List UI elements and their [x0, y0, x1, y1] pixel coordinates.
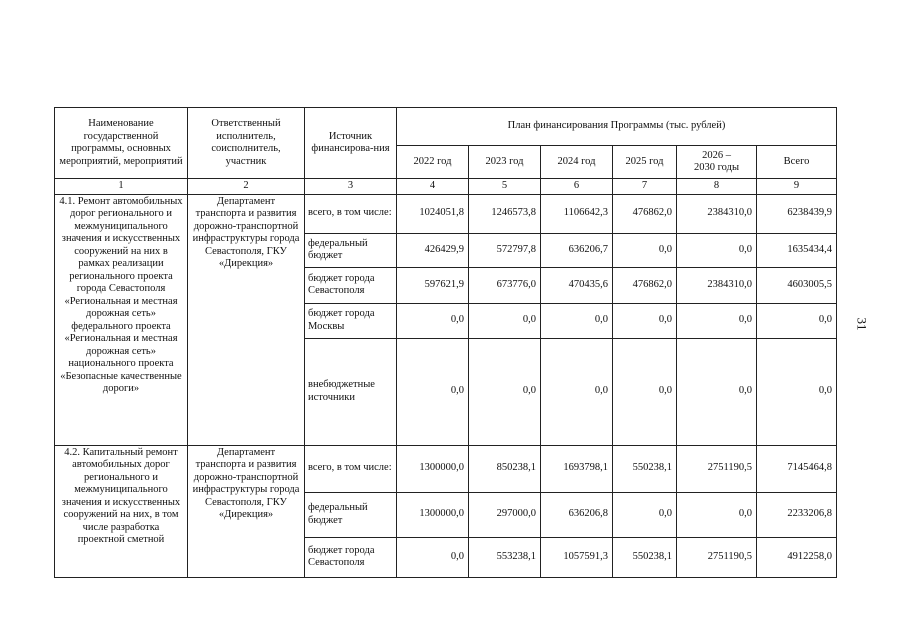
total-value: 4912258,0: [757, 537, 837, 577]
funding-source: федеральный бюджет: [305, 492, 397, 537]
year-value: 0,0: [469, 338, 541, 445]
activity-name: 4.1. Ремонт автомобильных дорог регионального и межмуниципального значения и искусственных сооружений на них в рамках реализации регионального проекта города Севастополя «Региональная и местная дорожная сеть» федерального проекта «Региональная и местная дорожная сеть» национального проекта «Безопасные качественные дороги»: [55, 194, 188, 445]
year-value: 1300000,0: [397, 445, 469, 492]
header-plan: План финансирования Программы (тыс. рублей): [397, 108, 837, 146]
year-value: 0,0: [541, 338, 613, 445]
year-value: 476862,0: [613, 267, 677, 303]
activity-name: 4.2. Капитальный ремонт автомобильных дорог регионального и межмуниципального значения и искусственных сооружений на них, в том числе разработка проектной сметной: [55, 445, 188, 577]
funding-source: бюджет города Севастополя: [305, 267, 397, 303]
financing-table: [54, 107, 837, 578]
header-year: 2022 год: [397, 146, 469, 179]
year-value: 673776,0: [469, 267, 541, 303]
year-value: 0,0: [677, 492, 757, 537]
column-number: 4: [397, 179, 469, 195]
year-value: 0,0: [613, 492, 677, 537]
year-value: 0,0: [677, 303, 757, 338]
year-value: 1693798,1: [541, 445, 613, 492]
total-value: 2233206,8: [757, 492, 837, 537]
year-value: 426429,9: [397, 233, 469, 267]
column-number: 3: [305, 179, 397, 195]
total-value: 1635434,4: [757, 233, 837, 267]
year-value: 1106642,3: [541, 194, 613, 233]
funding-source: бюджет города Севастополя: [305, 537, 397, 577]
year-value: 1300000,0: [397, 492, 469, 537]
year-value: 297000,0: [469, 492, 541, 537]
year-value: 636206,8: [541, 492, 613, 537]
column-number: 9: [757, 179, 837, 195]
year-value: 1024051,8: [397, 194, 469, 233]
column-number-row: [55, 179, 837, 195]
executor-name: Департамент транспорта и развития дорожно-транспортной инфраструктуры города Севастополя, ГКУ «Дирекция»: [188, 194, 305, 445]
year-value: 2751190,5: [677, 537, 757, 577]
page-number: 31: [854, 317, 870, 331]
year-value: 470435,6: [541, 267, 613, 303]
total-value: 0,0: [757, 303, 837, 338]
year-value: 0,0: [613, 303, 677, 338]
year-value: 0,0: [677, 233, 757, 267]
year-value: 850238,1: [469, 445, 541, 492]
column-number: 5: [469, 179, 541, 195]
column-number: 1: [55, 179, 188, 195]
header-year: 2026 – 2030 годы: [677, 146, 757, 179]
year-value: 553238,1: [469, 537, 541, 577]
funding-source: бюджет города Москвы: [305, 303, 397, 338]
year-value: 0,0: [469, 303, 541, 338]
column-number: 8: [677, 179, 757, 195]
year-value: 0,0: [397, 537, 469, 577]
header-name: Наименование государственной программы, основных мероприятий, мероприятий: [55, 108, 188, 179]
table-row: [55, 194, 837, 233]
executor-name: Департамент транспорта и развития дорожно-транспортной инфраструктуры города Севастополя, ГКУ «Дирекция»: [188, 445, 305, 577]
year-value: 597621,9: [397, 267, 469, 303]
year-value: 1246573,8: [469, 194, 541, 233]
year-value: 0,0: [541, 303, 613, 338]
header-year: 2025 год: [613, 146, 677, 179]
funding-source: внебюджетные источники: [305, 338, 397, 445]
year-value: 636206,7: [541, 233, 613, 267]
total-value: 0,0: [757, 338, 837, 445]
year-value: 0,0: [613, 233, 677, 267]
header-executor: Ответственный исполнитель, соисполнитель, участник: [188, 108, 305, 179]
year-value: 0,0: [613, 338, 677, 445]
year-value: 550238,1: [613, 537, 677, 577]
total-value: 7145464,8: [757, 445, 837, 492]
total-value: 4603005,5: [757, 267, 837, 303]
header-total: Всего: [757, 146, 837, 179]
year-value: 0,0: [397, 303, 469, 338]
header-year: 2024 год: [541, 146, 613, 179]
column-number: 7: [613, 179, 677, 195]
year-value: 476862,0: [613, 194, 677, 233]
year-value: 2384310,0: [677, 194, 757, 233]
funding-source: всего, в том числе:: [305, 194, 397, 233]
year-value: 0,0: [677, 338, 757, 445]
header-source: Источник финансирова-ния: [305, 108, 397, 179]
funding-source: федеральный бюджет: [305, 233, 397, 267]
column-number: 6: [541, 179, 613, 195]
year-value: 1057591,3: [541, 537, 613, 577]
column-number: 2: [188, 179, 305, 195]
year-value: 0,0: [397, 338, 469, 445]
funding-source: всего, в том числе:: [305, 445, 397, 492]
table-row: [55, 445, 837, 492]
total-value: 6238439,9: [757, 194, 837, 233]
year-value: 572797,8: [469, 233, 541, 267]
year-value: 2751190,5: [677, 445, 757, 492]
header-year: 2023 год: [469, 146, 541, 179]
year-value: 2384310,0: [677, 267, 757, 303]
year-value: 550238,1: [613, 445, 677, 492]
header-row-1: [55, 108, 837, 146]
